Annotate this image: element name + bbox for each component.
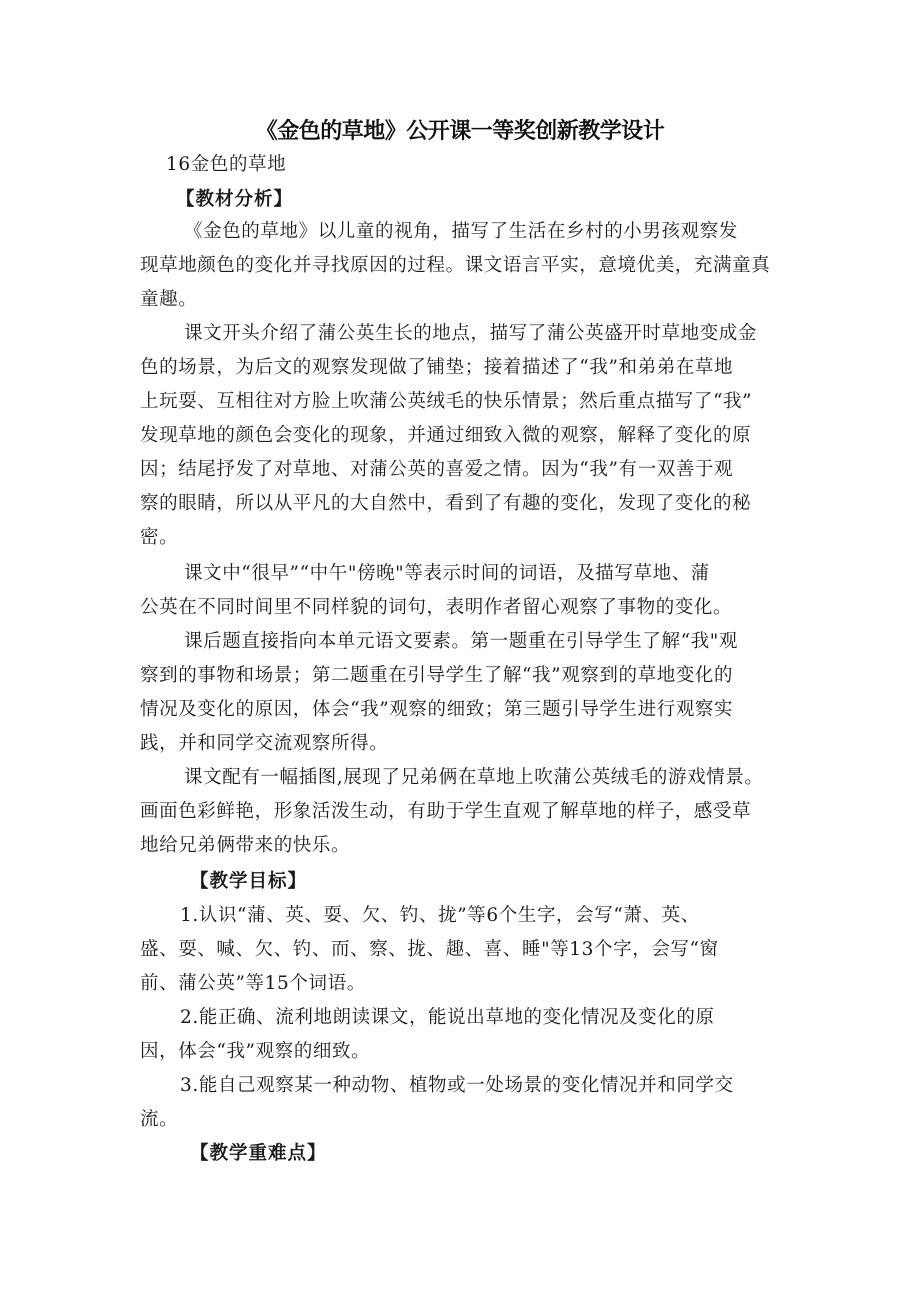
- paragraph-line: 色的场景，为后文的观察发现做了铺垫；接着描述了“我”和弟弟在草地: [140, 357, 734, 378]
- paragraph-line: 发现草地的颜色会变化的现象，并通过细致入微的观察，解释了变化的原: [140, 425, 752, 446]
- section-heading-analysis: 【教材分析】: [176, 189, 294, 210]
- paragraph-line: 察到的事物和场景；第二题重在引导学生了解“我”观察到的草地变化的: [140, 665, 734, 686]
- paragraph-line: 画面色彩鲜艳，形象活泼生动，有助于学生直观了解草地的样子，感受草: [140, 801, 752, 822]
- paragraph-line: 公英在不同时间里不同样貌的词句，表明作者留心观察了事物的变化。: [140, 597, 733, 618]
- paragraph-line: 课文配有一幅插图,展现了兄弟俩在草地上吹蒲公英绒毛的游戏情景。: [184, 767, 764, 788]
- paragraph-line: 因；结尾抒发了对草地、对蒲公英的喜爱之情。因为“我”有一双善于观: [140, 459, 734, 480]
- paragraph-line: 践，并和同学交流观察所得。: [140, 733, 389, 754]
- goal-line: 前、蒲公英”等15个词语。: [140, 973, 366, 994]
- section-heading-key-points: 【教学重难点】: [190, 1143, 327, 1164]
- goal-line: 流。: [140, 1109, 179, 1130]
- paragraph-line: 课文中“很早”“中午"傍晚"等表示时间的词语，及描写草地、蒲: [184, 563, 710, 584]
- page-title: 《金色的草地》公开课一等奖创新教学设计: [255, 119, 665, 144]
- goal-line: 3.能自己观察某一种动物、植物或一处场景的变化情况并和同学交: [180, 1075, 734, 1096]
- paragraph-line: 《金色的草地》以儿童的视角，描写了生活在乡村的小男孩观察发: [184, 221, 738, 242]
- goal-line: 1.认识“蒲、英、耍、欠、钓、拢”等6个生字，会写“萧、英、: [180, 905, 700, 926]
- paragraph-line: 现草地颜色的变化并寻找原因的过程。课文语言平实，意境优美，充满童真: [140, 255, 771, 276]
- paragraph-line: 童趣。: [140, 289, 198, 310]
- paragraph-line: 课文开头介绍了蒲公英生长的地点，描写了蒲公英盛开时草地变成金: [184, 323, 758, 344]
- paragraph-line: 地给兄弟俩带来的快乐。: [140, 835, 351, 856]
- goal-line: 2.能正确、流利地朗读课文，能说出草地的变化情况及变化的原: [180, 1007, 715, 1028]
- section-heading-goals: 【教学目标】: [190, 871, 308, 892]
- goal-line: 盛、耍、喊、欠、钓、而、察、拢、趣、喜、睡"等13个字，会写“窗: [140, 939, 719, 960]
- paragraph-line: 课后题直接指向本单元语文要素。第一题重在引导学生了解“我"观: [184, 631, 738, 652]
- paragraph-line: 密。: [140, 527, 179, 548]
- paragraph-line: 察的眼睛，所以从平凡的大自然中，看到了有趣的变化，发现了变化的秘: [140, 493, 752, 514]
- lesson-heading: 16金色的草地: [166, 154, 287, 175]
- paragraph-line: 上玩耍、互相往对方脸上吹蒲公英绒毛的快乐情景；然后重点描写了“我”: [140, 391, 753, 412]
- paragraph-line: 情况及变化的原因，体会“我”观察的细致；第三题引导学生进行观察实: [140, 699, 734, 720]
- goal-line: 因，体会“我”观察的细致。: [140, 1041, 371, 1062]
